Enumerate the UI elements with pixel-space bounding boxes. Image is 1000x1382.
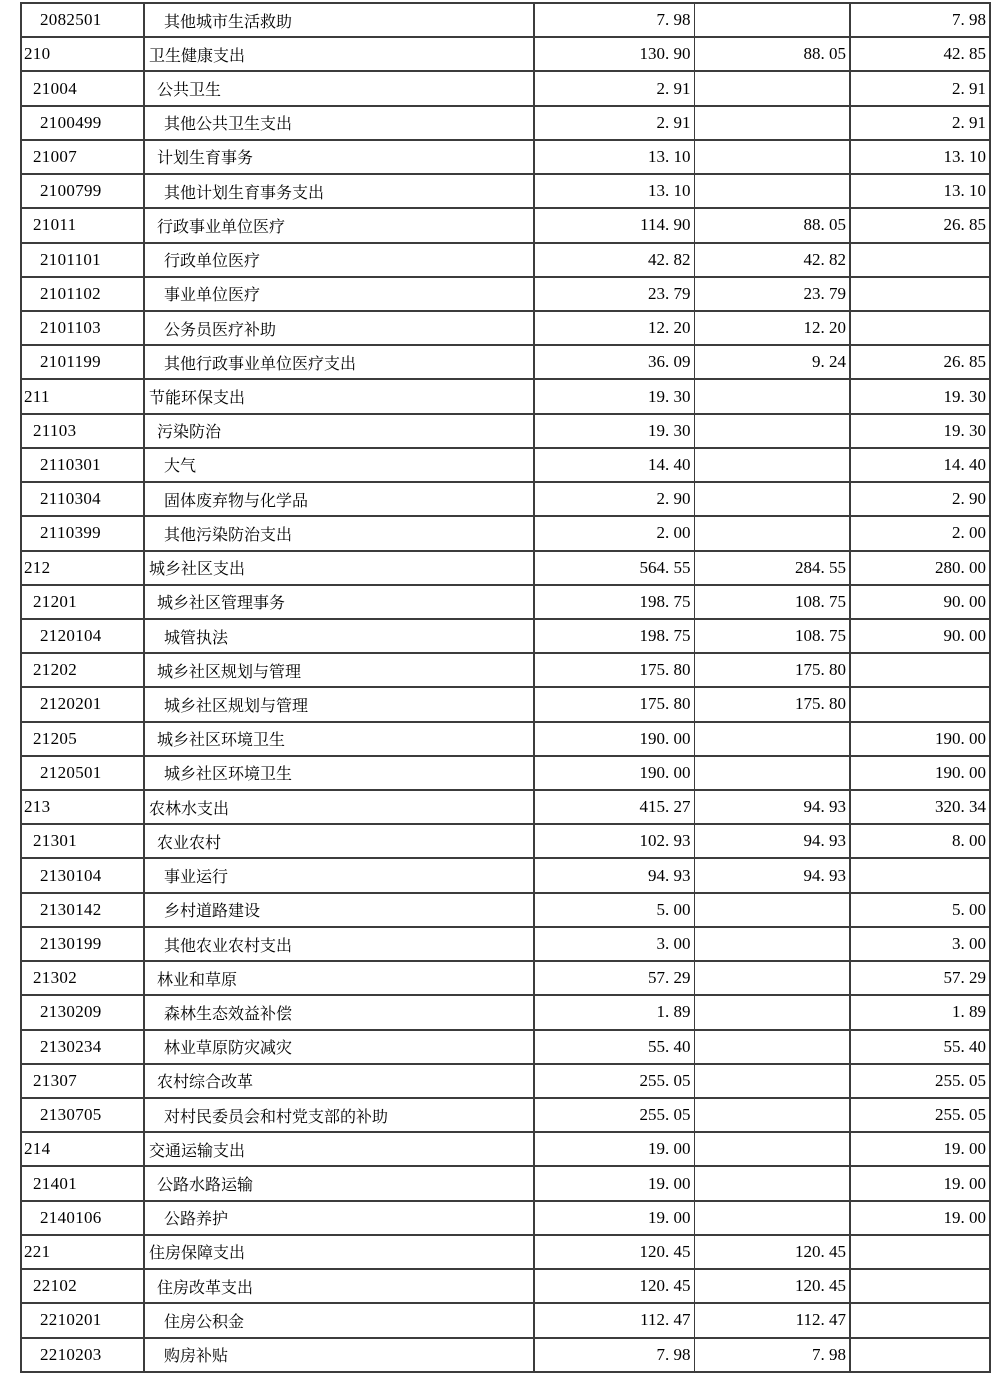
row-name: 公务员医疗补助 (144, 311, 534, 345)
row-amount-mid: 88. 05 (694, 37, 850, 71)
row-amount-total: 198. 75 (534, 619, 694, 653)
table-row (21, 1303, 990, 1337)
row-amount-mid (694, 516, 850, 550)
row-amount-right: 1. 89 (850, 995, 990, 1029)
row-amount-right: 19. 00 (850, 1166, 990, 1200)
row-amount-total: 2. 91 (534, 71, 694, 105)
row-amount-total: 36. 09 (534, 345, 694, 379)
row-name: 事业单位医疗 (144, 277, 534, 311)
row-amount-total: 57. 29 (534, 961, 694, 995)
row-code: 21201 (21, 585, 144, 619)
row-name: 城乡社区管理事务 (144, 585, 534, 619)
row-amount-right: 26. 85 (850, 208, 990, 242)
table-row (21, 345, 990, 379)
table-row (21, 106, 990, 140)
row-amount-total: 19. 30 (534, 414, 694, 448)
row-code: 2082501 (21, 3, 144, 37)
row-code: 2210201 (21, 1303, 144, 1337)
row-amount-right: 190. 00 (850, 722, 990, 756)
row-amount-right: 14. 40 (850, 448, 990, 482)
row-amount-total: 175. 80 (534, 687, 694, 721)
row-amount-mid (694, 71, 850, 105)
row-amount-mid (694, 893, 850, 927)
row-amount-mid (694, 482, 850, 516)
row-code: 21007 (21, 140, 144, 174)
table-row (21, 37, 990, 71)
table-row (21, 208, 990, 242)
row-amount-right: 55. 40 (850, 1030, 990, 1064)
row-amount-total: 190. 00 (534, 722, 694, 756)
row-code: 22102 (21, 1269, 144, 1303)
row-name: 林业和草原 (144, 961, 534, 995)
row-code: 2100499 (21, 106, 144, 140)
row-amount-mid (694, 174, 850, 208)
row-name: 公路水路运输 (144, 1166, 534, 1200)
row-code: 212 (21, 551, 144, 585)
row-amount-mid (694, 414, 850, 448)
row-code: 21302 (21, 961, 144, 995)
row-amount-total: 5. 00 (534, 893, 694, 927)
row-amount-mid: 23. 79 (694, 277, 850, 311)
row-code: 21011 (21, 208, 144, 242)
row-name: 公共卫生 (144, 71, 534, 105)
row-code: 2130209 (21, 995, 144, 1029)
row-amount-right: 2. 00 (850, 516, 990, 550)
row-amount-right: 2. 91 (850, 106, 990, 140)
row-amount-mid: 9. 24 (694, 345, 850, 379)
row-code: 21103 (21, 414, 144, 448)
row-amount-total: 130. 90 (534, 37, 694, 71)
row-amount-total: 564. 55 (534, 551, 694, 585)
table-row (21, 379, 990, 413)
row-name: 购房补贴 (144, 1338, 534, 1372)
row-amount-mid: 120. 45 (694, 1269, 850, 1303)
row-amount-right: 19. 00 (850, 1201, 990, 1235)
table-row (21, 824, 990, 858)
table-row (21, 243, 990, 277)
row-amount-total: 2. 91 (534, 106, 694, 140)
row-amount-right: 5. 00 (850, 893, 990, 927)
row-amount-right: 2. 90 (850, 482, 990, 516)
row-amount-right: 13. 10 (850, 140, 990, 174)
row-name: 城乡社区环境卫生 (144, 756, 534, 790)
row-amount-mid (694, 1030, 850, 1064)
row-amount-mid: 120. 45 (694, 1235, 850, 1269)
row-amount-mid (694, 1166, 850, 1200)
row-amount-right: 255. 05 (850, 1098, 990, 1132)
row-amount-total: 2. 00 (534, 516, 694, 550)
row-name: 城乡社区规划与管理 (144, 687, 534, 721)
row-code: 2101102 (21, 277, 144, 311)
row-amount-total: 14. 40 (534, 448, 694, 482)
row-name: 农业农村 (144, 824, 534, 858)
row-name: 城乡社区支出 (144, 551, 534, 585)
row-amount-mid: 7. 98 (694, 1338, 850, 1372)
row-amount-mid (694, 927, 850, 961)
table-row (21, 516, 990, 550)
row-code: 2210203 (21, 1338, 144, 1372)
row-code: 2130705 (21, 1098, 144, 1132)
row-name: 农村综合改革 (144, 1064, 534, 1098)
row-name: 林业草原防灾减灾 (144, 1030, 534, 1064)
row-name: 其他公共卫生支出 (144, 106, 534, 140)
row-amount-mid (694, 1098, 850, 1132)
table-row (21, 619, 990, 653)
table-row (21, 1338, 990, 1372)
row-amount-mid (694, 106, 850, 140)
row-amount-right: 280. 00 (850, 551, 990, 585)
table-row (21, 174, 990, 208)
row-code: 2130104 (21, 858, 144, 892)
row-name: 其他城市生活救助 (144, 3, 534, 37)
table-row (21, 1132, 990, 1166)
row-amount-right (850, 277, 990, 311)
row-amount-total: 13. 10 (534, 174, 694, 208)
row-amount-mid (694, 379, 850, 413)
row-amount-mid (694, 722, 850, 756)
row-code: 2100799 (21, 174, 144, 208)
row-amount-mid: 88. 05 (694, 208, 850, 242)
table-row (21, 858, 990, 892)
table-row (21, 1098, 990, 1132)
row-amount-mid: 175. 80 (694, 687, 850, 721)
table-row (21, 687, 990, 721)
row-amount-right (850, 858, 990, 892)
table-row (21, 961, 990, 995)
table-row (21, 1269, 990, 1303)
row-amount-right: 2. 91 (850, 71, 990, 105)
row-code: 2130142 (21, 893, 144, 927)
row-amount-right (850, 1338, 990, 1372)
row-amount-total: 42. 82 (534, 243, 694, 277)
row-amount-total: 19. 30 (534, 379, 694, 413)
row-name: 其他农业农村支出 (144, 927, 534, 961)
row-amount-right: 8. 00 (850, 824, 990, 858)
row-code: 2110399 (21, 516, 144, 550)
row-code: 2140106 (21, 1201, 144, 1235)
row-amount-total: 112. 47 (534, 1303, 694, 1337)
row-amount-mid: 108. 75 (694, 585, 850, 619)
row-name: 固体废弃物与化学品 (144, 482, 534, 516)
row-amount-total: 12. 20 (534, 311, 694, 345)
row-name: 其他污染防治支出 (144, 516, 534, 550)
row-code: 2101103 (21, 311, 144, 345)
row-amount-right: 320. 34 (850, 790, 990, 824)
row-amount-mid: 175. 80 (694, 653, 850, 687)
row-amount-right (850, 653, 990, 687)
row-name: 城管执法 (144, 619, 534, 653)
row-amount-mid (694, 1064, 850, 1098)
row-name: 乡村道路建设 (144, 893, 534, 927)
row-code: 2110304 (21, 482, 144, 516)
row-amount-right: 57. 29 (850, 961, 990, 995)
row-amount-right (850, 1235, 990, 1269)
row-code: 213 (21, 790, 144, 824)
row-amount-mid (694, 756, 850, 790)
row-amount-right: 13. 10 (850, 174, 990, 208)
table-row (21, 1201, 990, 1235)
row-amount-total: 7. 98 (534, 3, 694, 37)
row-amount-right: 7. 98 (850, 3, 990, 37)
row-amount-total: 19. 00 (534, 1201, 694, 1235)
row-amount-right: 19. 30 (850, 414, 990, 448)
row-name: 对村民委员会和村党支部的补助 (144, 1098, 534, 1132)
table-row (21, 482, 990, 516)
row-name: 森林生态效益补偿 (144, 995, 534, 1029)
row-amount-total: 19. 00 (534, 1166, 694, 1200)
row-amount-right: 42. 85 (850, 37, 990, 71)
row-amount-total: 19. 00 (534, 1132, 694, 1166)
table-row (21, 1064, 990, 1098)
row-amount-right (850, 311, 990, 345)
row-amount-mid (694, 961, 850, 995)
row-amount-total: 415. 27 (534, 790, 694, 824)
row-code: 2101101 (21, 243, 144, 277)
row-amount-total: 23. 79 (534, 277, 694, 311)
row-code: 2120501 (21, 756, 144, 790)
row-name: 城乡社区规划与管理 (144, 653, 534, 687)
row-amount-right: 26. 85 (850, 345, 990, 379)
row-amount-total: 7. 98 (534, 1338, 694, 1372)
table-row (21, 1235, 990, 1269)
table-row (21, 722, 990, 756)
row-code: 214 (21, 1132, 144, 1166)
row-code: 21004 (21, 71, 144, 105)
row-code: 221 (21, 1235, 144, 1269)
row-amount-total: 1. 89 (534, 995, 694, 1029)
row-code: 210 (21, 37, 144, 71)
table-row (21, 790, 990, 824)
row-amount-mid (694, 1201, 850, 1235)
row-amount-total: 120. 45 (534, 1269, 694, 1303)
row-code: 21401 (21, 1166, 144, 1200)
row-amount-right: 90. 00 (850, 585, 990, 619)
row-amount-total: 2. 90 (534, 482, 694, 516)
table-row (21, 71, 990, 105)
table-row (21, 414, 990, 448)
row-name: 住房保障支出 (144, 1235, 534, 1269)
row-amount-mid (694, 1132, 850, 1166)
row-amount-mid (694, 140, 850, 174)
table-row (21, 311, 990, 345)
row-code: 2130199 (21, 927, 144, 961)
row-amount-mid (694, 3, 850, 37)
table-row (21, 653, 990, 687)
row-name: 其他计划生育事务支出 (144, 174, 534, 208)
row-amount-total: 55. 40 (534, 1030, 694, 1064)
row-name: 事业运行 (144, 858, 534, 892)
row-amount-right (850, 687, 990, 721)
row-amount-mid: 94. 93 (694, 790, 850, 824)
row-amount-right: 255. 05 (850, 1064, 990, 1098)
row-code: 21307 (21, 1064, 144, 1098)
row-amount-right: 3. 00 (850, 927, 990, 961)
row-amount-mid: 94. 93 (694, 858, 850, 892)
row-amount-total: 3. 00 (534, 927, 694, 961)
row-amount-mid: 42. 82 (694, 243, 850, 277)
row-amount-mid: 284. 55 (694, 551, 850, 585)
table-row (21, 3, 990, 37)
row-amount-right (850, 1269, 990, 1303)
row-amount-total: 175. 80 (534, 653, 694, 687)
row-amount-total: 255. 05 (534, 1098, 694, 1132)
row-name: 公路养护 (144, 1201, 534, 1235)
row-amount-total: 94. 93 (534, 858, 694, 892)
row-amount-mid: 12. 20 (694, 311, 850, 345)
row-amount-right (850, 243, 990, 277)
row-name: 计划生育事务 (144, 140, 534, 174)
table-row (21, 756, 990, 790)
row-code: 2130234 (21, 1030, 144, 1064)
table-row (21, 995, 990, 1029)
table-row (21, 927, 990, 961)
row-name: 城乡社区环境卫生 (144, 722, 534, 756)
row-amount-right: 19. 00 (850, 1132, 990, 1166)
row-code: 2110301 (21, 448, 144, 482)
row-amount-mid: 112. 47 (694, 1303, 850, 1337)
table-row (21, 140, 990, 174)
table-row (21, 551, 990, 585)
row-name: 其他行政事业单位医疗支出 (144, 345, 534, 379)
row-amount-total: 120. 45 (534, 1235, 694, 1269)
row-name: 行政事业单位医疗 (144, 208, 534, 242)
row-name: 大气 (144, 448, 534, 482)
row-code: 2101199 (21, 345, 144, 379)
row-amount-total: 198. 75 (534, 585, 694, 619)
budget-expenditure-table (20, 2, 991, 1373)
table-row (21, 1030, 990, 1064)
row-amount-mid (694, 448, 850, 482)
row-amount-right (850, 1303, 990, 1337)
row-name: 节能环保支出 (144, 379, 534, 413)
row-name: 污染防治 (144, 414, 534, 448)
table-row (21, 1166, 990, 1200)
row-code: 21301 (21, 824, 144, 858)
row-amount-right: 190. 00 (850, 756, 990, 790)
table-row (21, 585, 990, 619)
row-name: 卫生健康支出 (144, 37, 534, 71)
table-row (21, 448, 990, 482)
row-amount-total: 255. 05 (534, 1064, 694, 1098)
row-name: 住房改革支出 (144, 1269, 534, 1303)
row-amount-total: 102. 93 (534, 824, 694, 858)
table-row (21, 893, 990, 927)
row-name: 行政单位医疗 (144, 243, 534, 277)
row-amount-total: 13. 10 (534, 140, 694, 174)
row-name: 交通运输支出 (144, 1132, 534, 1166)
table-row (21, 277, 990, 311)
row-amount-right: 90. 00 (850, 619, 990, 653)
row-amount-total: 114. 90 (534, 208, 694, 242)
row-code: 211 (21, 379, 144, 413)
row-name: 农林水支出 (144, 790, 534, 824)
row-amount-mid (694, 995, 850, 1029)
row-name: 住房公积金 (144, 1303, 534, 1337)
row-code: 2120201 (21, 687, 144, 721)
row-amount-mid: 108. 75 (694, 619, 850, 653)
row-code: 21202 (21, 653, 144, 687)
row-amount-mid: 94. 93 (694, 824, 850, 858)
row-code: 21205 (21, 722, 144, 756)
row-amount-total: 190. 00 (534, 756, 694, 790)
row-code: 2120104 (21, 619, 144, 653)
row-amount-right: 19. 30 (850, 379, 990, 413)
